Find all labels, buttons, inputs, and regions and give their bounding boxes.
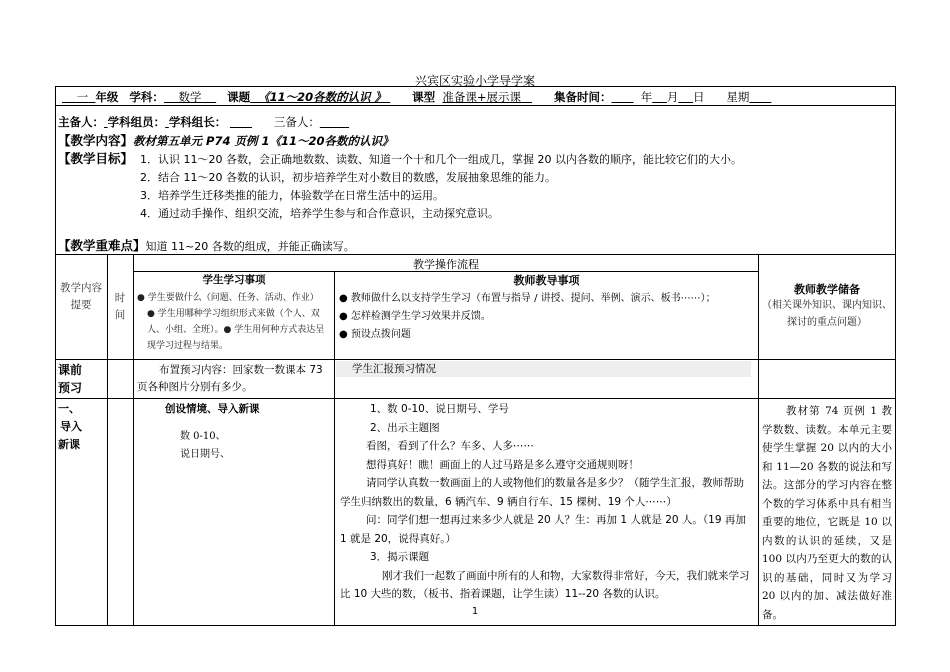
- student-column-title: 学生学习事项: [202, 274, 266, 286]
- preview-student-text: 布置预习内容：回家数一数课本 73 页各种图片分别有多少。: [137, 364, 323, 393]
- preview-teacher-text: 学生汇报预习情况: [336, 361, 751, 377]
- year-label: 年: [640, 90, 653, 104]
- page-number: 1: [471, 606, 479, 617]
- school-title: 兴宾区实验小学导学案: [414, 74, 535, 88]
- goals-label: 【教学目标】: [58, 151, 134, 166]
- goal-item: 3．培养学生迁移类推的能力，体验数学在日常生活中的运用。: [140, 189, 444, 202]
- student-column-desc: ● 学生要做什么（问题、任务、活动、作业） ● 学生用哪种学习组织形式来做（个人、双人、小组、全班）。● 学生用何种方式表达呈现学习过程与结果。: [137, 293, 325, 351]
- day-label: 日: [692, 90, 705, 104]
- teacher-column-title: 教师教导事项: [513, 274, 580, 287]
- intro-teacher-content: [340, 400, 753, 604]
- topic-label: 课题: [227, 90, 251, 104]
- intro-step: 刚才我们一起数了画面中所有的人和物，大家数得非常好，今天，我们就来学习比 10 大些的数，（板书、指着课题，让学生读）11--20 各数的认识。: [340, 569, 750, 600]
- intro-student-activity: 数 0-10、 说日期号、: [180, 431, 230, 460]
- intro-step: 1、数 0-10、说日期号、学号: [370, 403, 509, 415]
- prep-time-label: 集备时间：: [553, 90, 612, 104]
- month-label: 月: [666, 90, 679, 104]
- third-preparer-label: 三备人：: [273, 115, 320, 129]
- topic-value: 《11～20各数的认识 》: [258, 90, 387, 104]
- content-row: [58, 131, 393, 149]
- intro-reserve-text: 教材第 74 页例 1 教学数数、读数。本单元主要使学生掌握 20 以内的大小和 11—20 各数的说法和写法。这部分的学习内容在整个数的学习体系中具有相当重要的地位，它既是 10 以内数的认识的延续，又是 100 以内乃至更大的数的认识的基础，同时又为学习 20 以内的加、减法做好准备。: [762, 405, 892, 621]
- lesson-type-label: 课型: [412, 90, 436, 104]
- leader-label: 学科组长：: [168, 115, 227, 129]
- intro-step: 请同学认真数一数画面上的人或物他们的数量各是多少？（随学生汇报，教师帮助学生归纳数出的数量，6 辆汽车、9 辆自行车、15 棵树、19 个人⋯⋯）: [340, 477, 744, 508]
- preparers-row: [58, 114, 349, 130]
- key-points-text: 知道 11~20 各数的组成，并能正确读写。: [145, 240, 355, 253]
- flow-title: 教学操作流程: [413, 258, 479, 271]
- intro-step: 3．揭示课题: [370, 551, 430, 563]
- reserve-column-desc: （相关课外知识、课内知识、探讨的重点问题）: [762, 300, 892, 328]
- members-label: 学科组员：: [107, 115, 166, 129]
- main-preparer-label: 主备人：: [58, 115, 104, 129]
- header-row: [62, 89, 771, 105]
- subject-value: 数学: [178, 90, 202, 104]
- header-divider: [55, 105, 896, 106]
- goal-item: 1．认识 11～20 各数，会正确地数数、读数、知道一个十和几个一组成几，掌握 20 以内各数的顺序，能比较它们的大小。: [140, 153, 742, 166]
- intro-label: 一、 导入 新课: [58, 402, 82, 451]
- intro-step: 想得真好！瞧！画面上的人过马路是多么遵守交通规则呀！: [366, 458, 639, 471]
- week-label: 星期: [726, 90, 750, 104]
- subject-label: 学科：: [129, 90, 164, 104]
- intro-step: 看图，看到了什么？车多、人多⋯⋯: [366, 440, 534, 452]
- intro-student-title: 创设情境、导入新课: [165, 403, 260, 415]
- key-points-label: 【教学重难点】: [58, 238, 146, 253]
- grade-value: 一: [76, 90, 89, 104]
- intro-step: 2、出示主题图: [370, 421, 440, 434]
- preview-label: 课前 预习: [58, 363, 83, 395]
- goal-item: 2．结合 11～20 各数的认识，初步培养学生对小数目的数感，发展抽象思维的能力。: [140, 171, 556, 184]
- content-label: 【教学内容】: [58, 133, 134, 148]
- lesson-type-value: 准备课+展示课: [442, 90, 522, 104]
- reserve-column-title: 教师教学储备: [794, 283, 860, 296]
- col-content-header: 教学内容提要: [60, 282, 102, 311]
- intro-step: 问：同学们想一想再过来多少人就是 20 人？生：再加 1 人就是 20 人。（19 再加 1 就是 20，说得真好。）: [340, 514, 746, 545]
- key-points-row: [58, 236, 355, 254]
- grade-label: 年级: [95, 90, 119, 104]
- col-time-header: 时间: [114, 292, 126, 321]
- goal-item: 4．通过动手操作、组织交流，培养学生参与和合作意识，主动探究意识。: [140, 207, 499, 220]
- teacher-column-desc: ● 教师做什么以支持学生学习（布置与指导 / 讲授、提问、举例、演示、板书⋯⋯）； ● 怎样检测学生学习效果并反馈。 ● 预设点拨问题: [339, 293, 716, 340]
- content-text: 教材第五单元 P74 页例 1《11～20各数的认识》: [133, 134, 394, 148]
